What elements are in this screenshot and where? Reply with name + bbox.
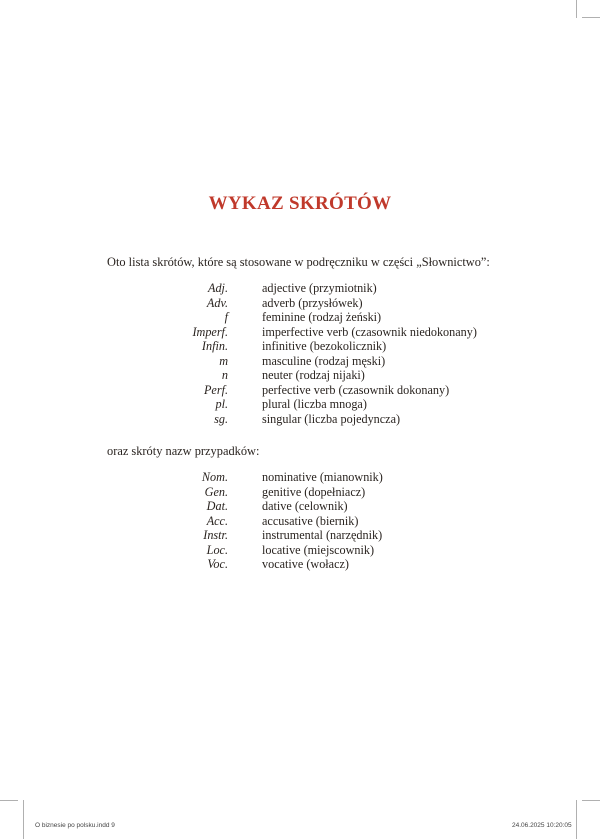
abbreviation: Imperf.: [192, 324, 228, 339]
abbreviation-description: feminine (rodzaj żeński): [262, 310, 382, 324]
abbreviation: f: [224, 310, 228, 324]
case-abbreviation: Acc.: [206, 513, 228, 528]
crop-mark-top-right-vertical: [576, 0, 577, 18]
abbreviation: Adv.: [206, 295, 228, 310]
list-item: [0, 383, 600, 398]
crop-mark-top-right-horizontal: [582, 17, 600, 18]
list-item: [0, 368, 600, 383]
case-description: instrumental (narzędnik): [262, 528, 383, 542]
abbreviation: pl.: [215, 397, 228, 411]
abbreviation-description: adjective (przymiotnik): [262, 281, 377, 295]
list-item: [0, 528, 600, 543]
list-item: [0, 412, 600, 427]
crop-mark-bottom-right-horizontal: [582, 800, 600, 801]
crop-mark-bottom-right-vertical: [576, 800, 577, 839]
cases-list: [0, 470, 600, 572]
abbreviation: Perf.: [203, 382, 228, 397]
list-item: [0, 499, 600, 514]
abbreviation: m: [219, 353, 228, 368]
abbreviation: n: [221, 368, 228, 382]
list-item: [0, 543, 600, 558]
abbreviation-description: masculine (rodzaj męski): [262, 353, 386, 368]
list-item: [0, 296, 600, 311]
intro-text: Oto lista skrótów, które są stosowane w podręczniku w części „Słownictwo”:: [107, 255, 490, 269]
case-description: genitive (dopełniacz): [262, 484, 366, 499]
list-item: [0, 397, 600, 412]
footer-filename: O biznesie po polsku.indd 9: [35, 822, 115, 829]
footer-timestamp: 24.06.2025 10:20:05: [512, 822, 572, 829]
abbreviation-description: infinitive (bezokolicznik): [262, 339, 387, 353]
list-item: [0, 514, 600, 529]
case-abbreviation: Instr.: [203, 528, 228, 542]
list-item: [0, 470, 600, 485]
case-abbreviation: Loc.: [206, 542, 228, 557]
case-abbreviation: Voc.: [207, 557, 228, 571]
crop-mark-bottom-left-vertical: [23, 800, 24, 839]
case-description: accusative (biernik): [262, 513, 359, 528]
list-item: [0, 354, 600, 369]
page-title: WYKAZ SKRÓTÓW: [208, 193, 392, 214]
list-item: [0, 557, 600, 572]
abbreviation: sg.: [214, 411, 228, 426]
cases-heading: oraz skróty nazw przypadków:: [107, 444, 260, 458]
abbreviation-description: adverb (przysłówek): [262, 295, 363, 310]
abbreviation: Adj.: [208, 281, 228, 295]
case-description: vocative (wołacz): [262, 557, 349, 571]
abbreviation-description: perfective verb (czasownik dokonany): [262, 382, 450, 397]
list-item: [0, 310, 600, 325]
list-item: [0, 281, 600, 296]
list-item: [0, 339, 600, 354]
abbreviation-description: neuter (rodzaj nijaki): [262, 368, 365, 382]
case-abbreviation: Dat.: [206, 499, 228, 513]
abbreviation-description: plural (liczba mnoga): [262, 397, 367, 411]
list-item: [0, 325, 600, 340]
abbreviation-description: imperfective verb (czasownik niedokonany): [262, 324, 477, 339]
crop-mark-bottom-left-horizontal: [0, 800, 18, 801]
abbreviations-list: [0, 281, 600, 426]
case-description: nominative (mianownik): [262, 470, 383, 484]
list-item: [0, 485, 600, 500]
abbreviation: Infin.: [201, 339, 228, 353]
case-abbreviation: Nom.: [201, 470, 228, 484]
case-description: locative (miejscownik): [262, 542, 375, 557]
case-description: dative (celownik): [262, 499, 348, 513]
abbreviation-description: singular (liczba pojedyncza): [262, 411, 401, 426]
case-abbreviation: Gen.: [204, 484, 228, 499]
